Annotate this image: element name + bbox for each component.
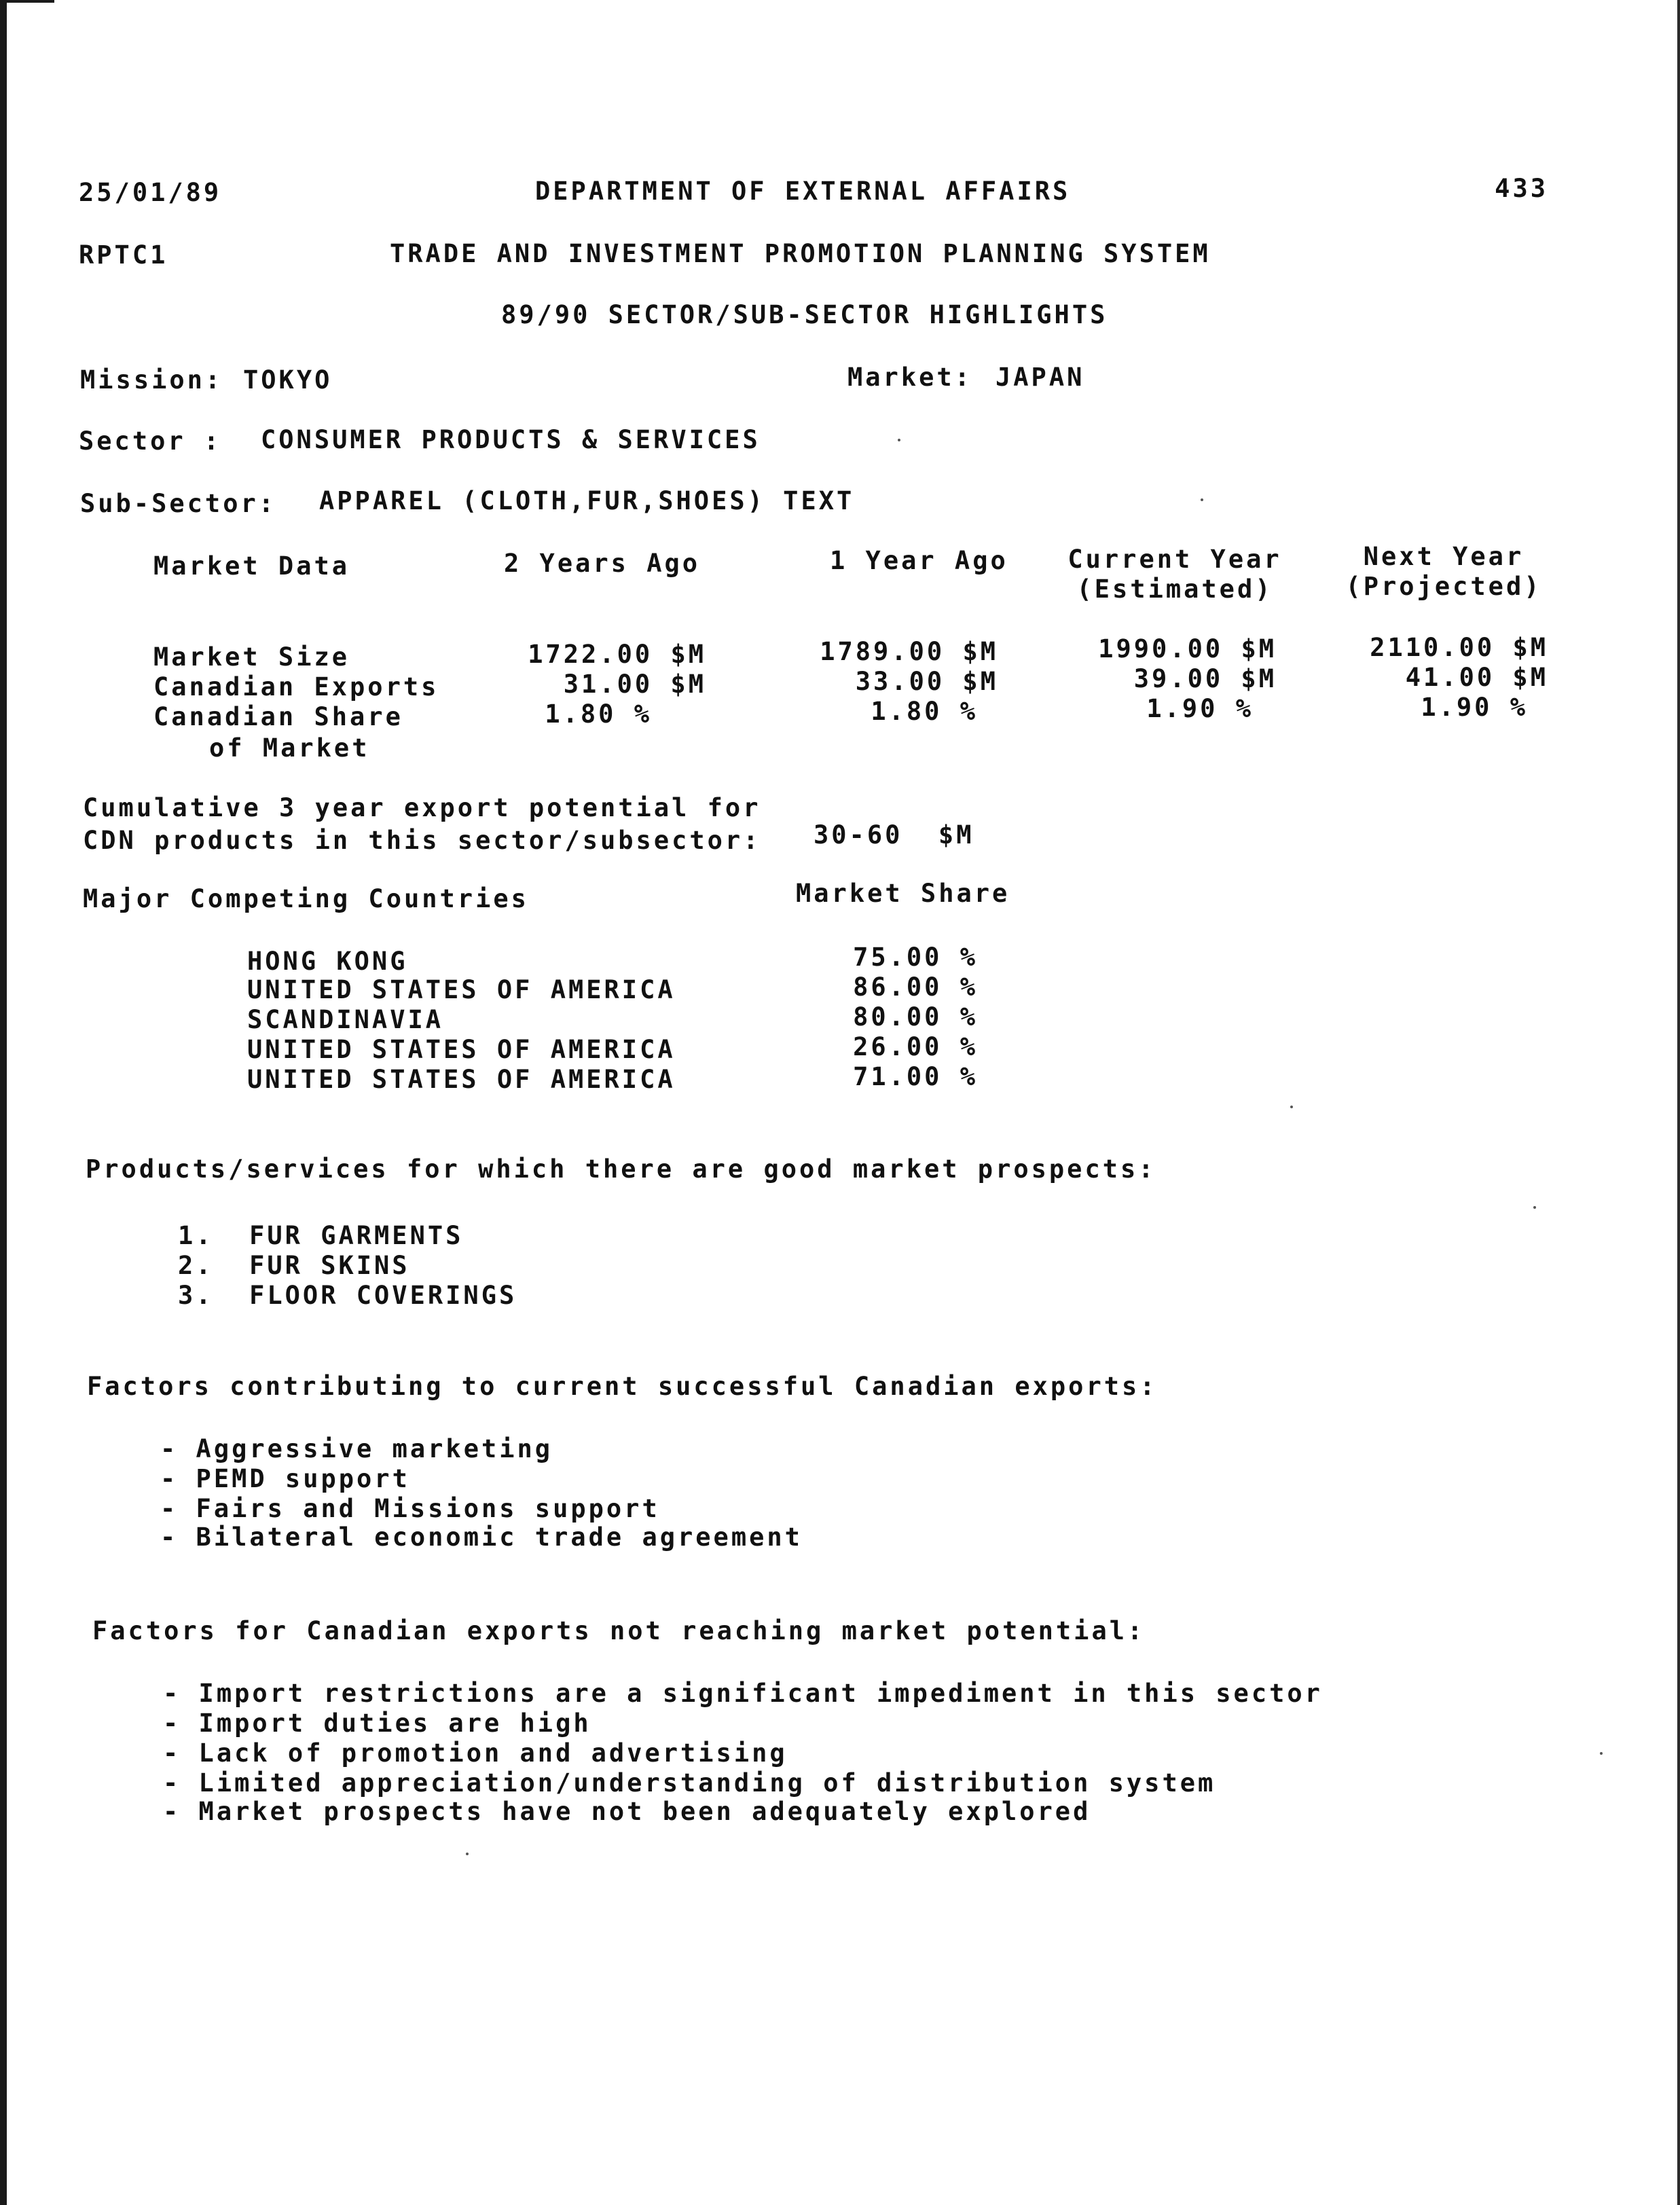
cell-exports-2y: 31.00 $M (563, 670, 706, 699)
scan-edge-right (1677, 0, 1680, 2205)
competitor-share: 86.00 % (853, 972, 978, 1002)
export-potential-line1: Cumulative 3 year export potential for (83, 793, 761, 822)
cell-market-size-1y: 1789.00 $M (820, 637, 998, 666)
row-label-market-size: Market Size (153, 642, 350, 672)
barrier-factor-item: - Limited appreciation/understanding of distribution system (163, 1768, 1216, 1798)
page-number: 433 (1495, 174, 1548, 203)
success-factor-item: - PEMD support (160, 1464, 410, 1493)
barrier-factor-item: - Import restrictions are a significant impediment in this sector (163, 1679, 1323, 1708)
market-label: Market: (847, 363, 972, 392)
report-date: 25/01/89 (79, 178, 222, 207)
competitor-share: 75.00 % (853, 943, 978, 972)
col-header-2-years-ago: 2 Years Ago (504, 549, 701, 578)
competitor-country: SCANDINAVIA (247, 1005, 444, 1034)
col-header-next-year-projected: (Projected) (1345, 572, 1542, 601)
success-factors-heading: Factors contributing to current successful Canadian exports: (87, 1372, 1158, 1401)
cell-share-2y: 1.80 % (545, 699, 652, 729)
competitor-country: HONG KONG (247, 947, 408, 976)
row-label-canadian-share-line2: of Market (209, 733, 370, 763)
col-header-current-year-estimated: (Estimated) (1076, 575, 1273, 604)
barrier-factor-item: - Lack of promotion and advertising (163, 1738, 788, 1768)
scan-speck (1290, 1106, 1293, 1108)
report-title: 89/90 SECTOR/SUB-SECTOR HIGHLIGHTS (501, 300, 1108, 329)
cell-share-current: 1.90 % (1146, 694, 1254, 723)
subsector-value: APPAREL (CLOTH,FUR,SHOES) TEXT (319, 486, 855, 515)
scan-speck (1600, 1752, 1603, 1755)
market-value: JAPAN (996, 363, 1085, 392)
scan-speck (466, 1853, 469, 1855)
system-title: TRADE AND INVESTMENT PROMOTION PLANNING SYSTEM (390, 239, 1211, 268)
cell-market-size-2y: 1722.00 $M (528, 640, 706, 669)
scan-edge-left (0, 0, 7, 2205)
competitors-heading: Major Competing Countries (83, 884, 529, 913)
col-header-next-year: Next Year (1363, 542, 1524, 571)
export-potential-value: 30-60 $M (814, 820, 974, 850)
scan-edge-top (0, 0, 54, 3)
scan-speck (1201, 498, 1203, 501)
competitor-country: UNITED STATES OF AMERICA (247, 1065, 676, 1094)
subsector-label: Sub-Sector: (80, 489, 277, 518)
cell-exports-current: 39.00 $M (1133, 664, 1277, 693)
competitor-share: 80.00 % (853, 1002, 978, 1032)
row-label-canadian-share: Canadian Share (153, 702, 403, 731)
barrier-factor-item: - Market prospects have not been adequately explored (163, 1797, 1091, 1826)
competitor-country: UNITED STATES OF AMERICA (247, 1035, 676, 1064)
prospect-item: 2. FUR SKINS (178, 1251, 410, 1280)
barrier-factors-heading: Factors for Canadian exports not reaching market potential: (92, 1616, 1146, 1645)
competitor-country: UNITED STATES OF AMERICA (247, 975, 676, 1004)
export-potential-line2: CDN products in this sector/subsector: (83, 826, 761, 855)
row-label-canadian-exports: Canadian Exports (153, 672, 439, 701)
cell-exports-next: 41.00 $M (1405, 663, 1548, 692)
success-factor-item: - Fairs and Missions support (160, 1494, 660, 1523)
market-data-header: Market Data (153, 551, 350, 581)
col-header-1-year-ago: 1 Year Ago (830, 546, 1008, 575)
mission-value: TOKYO (243, 365, 333, 395)
success-factor-item: - Bilateral economic trade agreement (160, 1523, 803, 1552)
prospect-item: 3. FLOOR COVERINGS (178, 1281, 517, 1310)
sector-value: CONSUMER PRODUCTS & SERVICES (261, 425, 761, 454)
scan-speck (1533, 1206, 1536, 1209)
prospect-item: 1. FUR GARMENTS (178, 1221, 464, 1250)
sector-label: Sector : (79, 426, 222, 456)
department-title: DEPARTMENT OF EXTERNAL AFFAIRS (535, 177, 1071, 206)
cell-market-size-next: 2110.00 $M (1370, 633, 1548, 662)
report-code: RPTC1 (79, 240, 168, 270)
mission-label: Mission: (80, 365, 223, 395)
cell-market-size-current: 1990.00 $M (1098, 634, 1277, 663)
cell-exports-1y: 33.00 $M (855, 667, 998, 696)
success-factor-item: - Aggressive marketing (160, 1434, 553, 1463)
cell-share-1y: 1.80 % (871, 697, 978, 726)
barrier-factor-item: - Import duties are high (163, 1709, 591, 1738)
cell-share-next: 1.90 % (1421, 693, 1528, 722)
competitor-share: 71.00 % (853, 1062, 978, 1091)
competitors-share-heading: Market Share (796, 879, 1010, 908)
scan-speck (898, 439, 900, 441)
col-header-current-year: Current Year (1067, 545, 1282, 574)
prospects-heading: Products/services for which there are good market prospects: (86, 1154, 1156, 1184)
competitor-share: 26.00 % (853, 1032, 978, 1061)
